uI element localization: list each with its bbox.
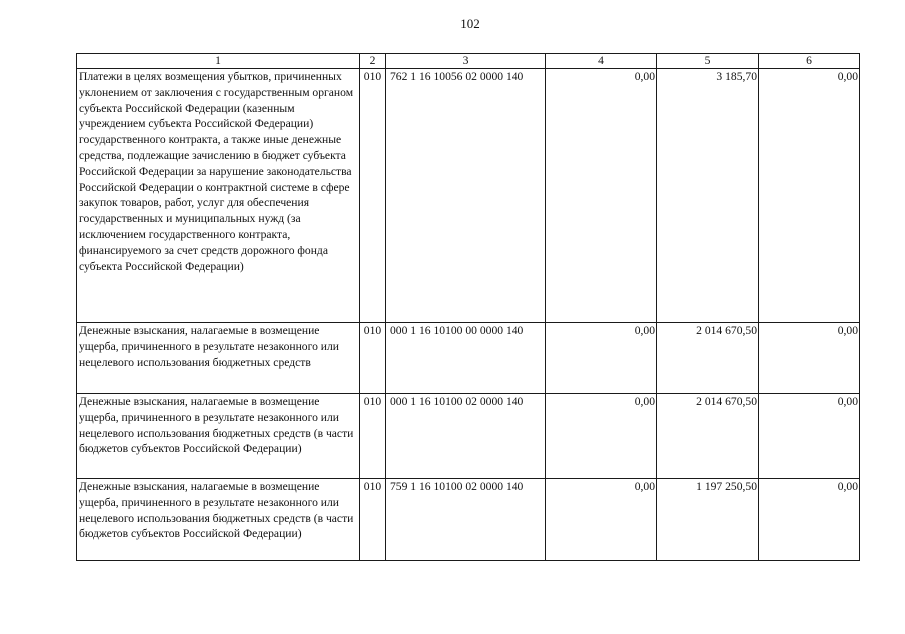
column-6-value: 0,00 <box>759 394 860 479</box>
column-4-value: 0,00 <box>546 394 657 479</box>
row-description: Платежи в целях возмещения убытков, причиненных уклонением от заключения с государственным органом субъекта Российской Федерации (казенным учреждением субъекта Российской Федерации) государственного контракта, а также иные денежные средства, подлежащие зачислению в бюджет субъекта Российской Федерации за нарушение законодательства Российской Федерации о контрактной системе в сфере закупок товаров, работ, услуг для обеспечения государственных и муниципальных нужд (за исключением государственного контракта, финансируемого за счет средств дорожного фонда субъекта Российской Федерации) <box>77 69 360 323</box>
row-code: 010 <box>360 323 386 394</box>
budget-classification-code: 000 1 16 10100 00 0000 140 <box>386 323 546 394</box>
column-4-value: 0,00 <box>546 323 657 394</box>
column-header: 1 <box>77 54 360 69</box>
table-row <box>77 479 860 561</box>
column-4-value: 0,00 <box>546 479 657 561</box>
budget-classification-code: 759 1 16 10100 02 0000 140 <box>386 479 546 561</box>
table-row <box>77 394 860 479</box>
row-description: Денежные взыскания, налагаемые в возмещение ущерба, причиненного в результате незаконного или нецелевого использования бюджетных средств (в части бюджетов субъектов Российской Федерации) <box>77 394 360 479</box>
table-row <box>77 69 860 323</box>
budget-table <box>76 53 860 561</box>
column-4-value: 0,00 <box>546 69 657 323</box>
budget-classification-code: 000 1 16 10100 02 0000 140 <box>386 394 546 479</box>
row-code: 010 <box>360 479 386 561</box>
budget-classification-code: 762 1 16 10056 02 0000 140 <box>386 69 546 323</box>
table-header-row <box>77 54 860 69</box>
column-5-value: 3 185,70 <box>657 69 759 323</box>
column-header: 5 <box>657 54 759 69</box>
row-description: Денежные взыскания, налагаемые в возмещение ущерба, причиненного в результате незаконного или нецелевого использования бюджетных средств <box>77 323 360 394</box>
page-number: 102 <box>460 16 480 31</box>
column-header: 3 <box>386 54 546 69</box>
column-6-value: 0,00 <box>759 323 860 394</box>
column-6-value: 0,00 <box>759 69 860 323</box>
column-5-value: 2 014 670,50 <box>657 323 759 394</box>
column-5-value: 1 197 250,50 <box>657 479 759 561</box>
column-header: 4 <box>546 54 657 69</box>
row-code: 010 <box>360 69 386 323</box>
column-5-value: 2 014 670,50 <box>657 394 759 479</box>
column-header: 6 <box>759 54 860 69</box>
row-code: 010 <box>360 394 386 479</box>
row-description: Денежные взыскания, налагаемые в возмещение ущерба, причиненного в результате незаконного или нецелевого использования бюджетных средств (в части бюджетов субъектов Российской Федерации) <box>77 479 360 561</box>
table-row <box>77 323 860 394</box>
column-header: 2 <box>360 54 386 69</box>
column-6-value: 0,00 <box>759 479 860 561</box>
